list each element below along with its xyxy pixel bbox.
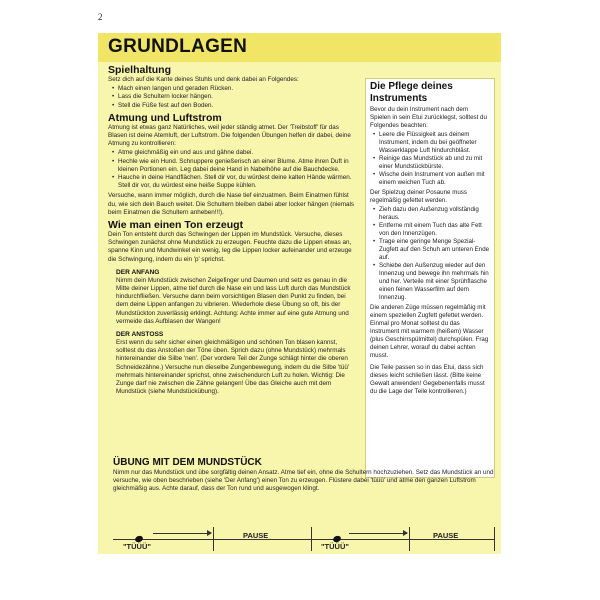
paragraph: Nimm dein Mundstück zwischen Zeigefinger und Daumen und setz es genau in die Mitte deiner Lippen, atme tief durch die Nase ein und lass Luft durch das Mundstück hindurchfließen. Versuche dann beim vorsichtigen Blasen den Punkt zu finden, bei dem deine Lippen anfangen zu vibrieren. Wiederhole diese Übung so oft, bis der Mundstückton zuverlässig erklingt. Achtung: Achte immer auf eine gute Atmung und vermeide das Aufblasen der Wangen! <box>116 276 351 325</box>
paragraph: Der Spielzug deiner Posaune muss regelmäßig gefettet werden. <box>370 189 467 204</box>
pause-label: PAUSE <box>433 531 459 540</box>
pause-label: PAUSE <box>243 531 269 540</box>
bullet-list <box>370 131 490 187</box>
list-item: • Hechle wie ein Hund. Schnuppere genießerisch an einer Blume. Atme ihren Duft in kleinen Portionen ein. Leg dabei deine Hand in Nabelhöhe auf die Bauchdecke. <box>118 158 358 174</box>
list-item: • Stell die Füße fest auf den Boden. <box>118 102 358 110</box>
exercise-title: ÜBUNG MIT DEM MUNDSTÜCK <box>113 457 262 468</box>
paragraph: Die anderen Züge müssen regelmäßig mit einem speziellen Zugfett gefettet werden. Einmal pro Monat solltest du das Instrument mit warmem (heißem) Wasser (plus Geschirrspülmittel) durchspülen. Frag deinen Lehrer, worauf du dabei achten musst. <box>370 304 489 359</box>
list-item: • Wische dein Instrument von außen mit einem weichen Tuch ab. <box>379 171 490 187</box>
music-notation <box>113 527 498 551</box>
exercise-text: Nimm nur das Mundstück und übe sorgfältig deinen Ansatz. Atme tief ein, ohne die Schultern hochzuziehen. Setz das Mundstück an und versuche, wie oben beschrieben (siehe 'Der Anfang') einen Ton zu erzeugen. Flüstere dabei 'tüüü' und atme den ganzen Luftstrom gleichmäßig aus. Achte darauf, dass der Ton rund und ausgewogen klingt. <box>113 469 494 492</box>
bullet-list <box>108 149 358 190</box>
paragraph: Dein Ton entsteht durch das Schwingen der Lippen im Mundstück. Versuche, dieses Schwingen zunächst ohne Mundstück zu erzeugen. Feuchte dazu die Lippen etwas an, spanne Kinn und Mundwinkel ein wenig, leg die Lippen locker aufeinander und erzeuge die Schwingung, indem du ein 'p' sprichst. <box>108 231 352 263</box>
section-heading: Atmung und Luftstrom <box>108 111 222 124</box>
subheading: DER ANSTOSS <box>116 331 164 339</box>
paragraph: Erst wenn du sehr sicher einen gleichmäßigen und schönen Ton blasen kannst, solltest du das Anstoßen der Töne üben. Sprich dazu (ohne Mundstück) mehrmals hintereinander die Silbe 'nen'. (Der vordere Teil der Zunge schlägt hinter die oberen Schneidezähne.) Versuche nun dieselbe Zungenbewegung, indem du die Silbe 'tüü' mehrmals hintereinander sprichst, ohne zwischendurch Luft zu holen. Wichtig: Die Zunge darf nie zwischen die Zähne gelangen! Übe das Gleiche auch mit dem Mundstück (siehe Mundstückübung). <box>116 339 350 396</box>
bullet-list <box>370 206 490 302</box>
page-title: GRUNDLAGEN <box>108 36 248 57</box>
paragraph: Atmung ist etwas ganz Natürliches, weil jeder ständig atmet. Der 'Treibstoff' für das Blasen ist deine Atemluft, der Luftstrom. Die folgenden Übungen helfen dir dabei, deine Atmung zu kontrollieren: <box>108 123 351 148</box>
subheading: DER ANFANG <box>116 268 160 276</box>
paragraph: Setz dich auf die Kante deines Stuhls und denk dabei an Folgendes: <box>108 76 299 83</box>
list-item: • Trage eine geringe Menge Spezial-Zugfett auf den Schuh am unteren Ende auf. <box>379 238 490 262</box>
list-item: • Lass die Schultern locker hängen. <box>118 93 358 101</box>
care-box <box>365 78 495 478</box>
paragraph: Bevor du dein Instrument nach dem Spielen in sein Etui zurücklegst, solltest du Folgendes beachten: <box>370 106 487 129</box>
syllable-label: "TÜÜÜ" <box>321 542 349 551</box>
list-item: • Mach einen langen und geraden Rücken. <box>118 85 358 93</box>
list-item: • Schiebe den Außenzug wieder auf den Innenzug und bewege ihn mehrmals hin und her. Verteile mit einer Sprühflasche einen feinen Wasserfilm auf dem Innenzug. <box>379 262 490 302</box>
section-heading: Spielhaltung <box>108 64 171 76</box>
section-heading: Wie man einen Ton erzeugt <box>108 219 244 232</box>
barline <box>213 527 214 551</box>
list-item: • Zieh dazu den Außenzug vollständig heraus. <box>379 206 490 222</box>
arrow-icon <box>349 533 407 534</box>
barline <box>409 527 410 551</box>
list-item: • Entferne mit einem Tuch das alte Fett von den Innenzügen. <box>379 222 490 238</box>
care-heading: Die Pflege deines Instruments <box>370 81 453 104</box>
list-item: • Reinige das Mundstück ab und zu mit einer Mundstückbürste. <box>379 155 490 171</box>
arrow-icon <box>153 533 211 534</box>
list-item: • Hauche in deine Handflächen. Stell dir vor, du würdest deine kalten Hände wärmen. Stell dir vor, du würdest eine heiße Suppe kühlen. <box>118 174 358 190</box>
barline <box>494 527 495 551</box>
paragraph: Versuche, wann immer möglich, durch die Nase tief einzuatmen. Beim Einatmen fühlst du, wie sich dein Bauch weitet. Die Schultern bleiben dabei aber locker hängen (niemals beim Einatmen die Schultern anheben!!!). <box>108 192 355 216</box>
left-column <box>108 64 358 397</box>
bullet-list <box>108 85 358 110</box>
paragraph: Die Teile passen so in das Etui, dass sich dieses leicht schließen lässt. (Bitte keine Gewalt anwenden! Gegebenenfalls musst du die Lage der Teile kontrollieren.) <box>370 364 485 395</box>
barline <box>311 527 312 551</box>
list-item: • Atme gleichmäßig ein und aus und gähne dabei. <box>118 149 358 157</box>
list-item: • Leere die Flüssigkeit aus deinem Instrument, indem du bei geöffneter Wasserklappe Luft hindurchbläst. <box>379 131 490 155</box>
syllable-label: "TÜÜÜ" <box>123 542 151 551</box>
page-number: 2 <box>98 12 103 22</box>
